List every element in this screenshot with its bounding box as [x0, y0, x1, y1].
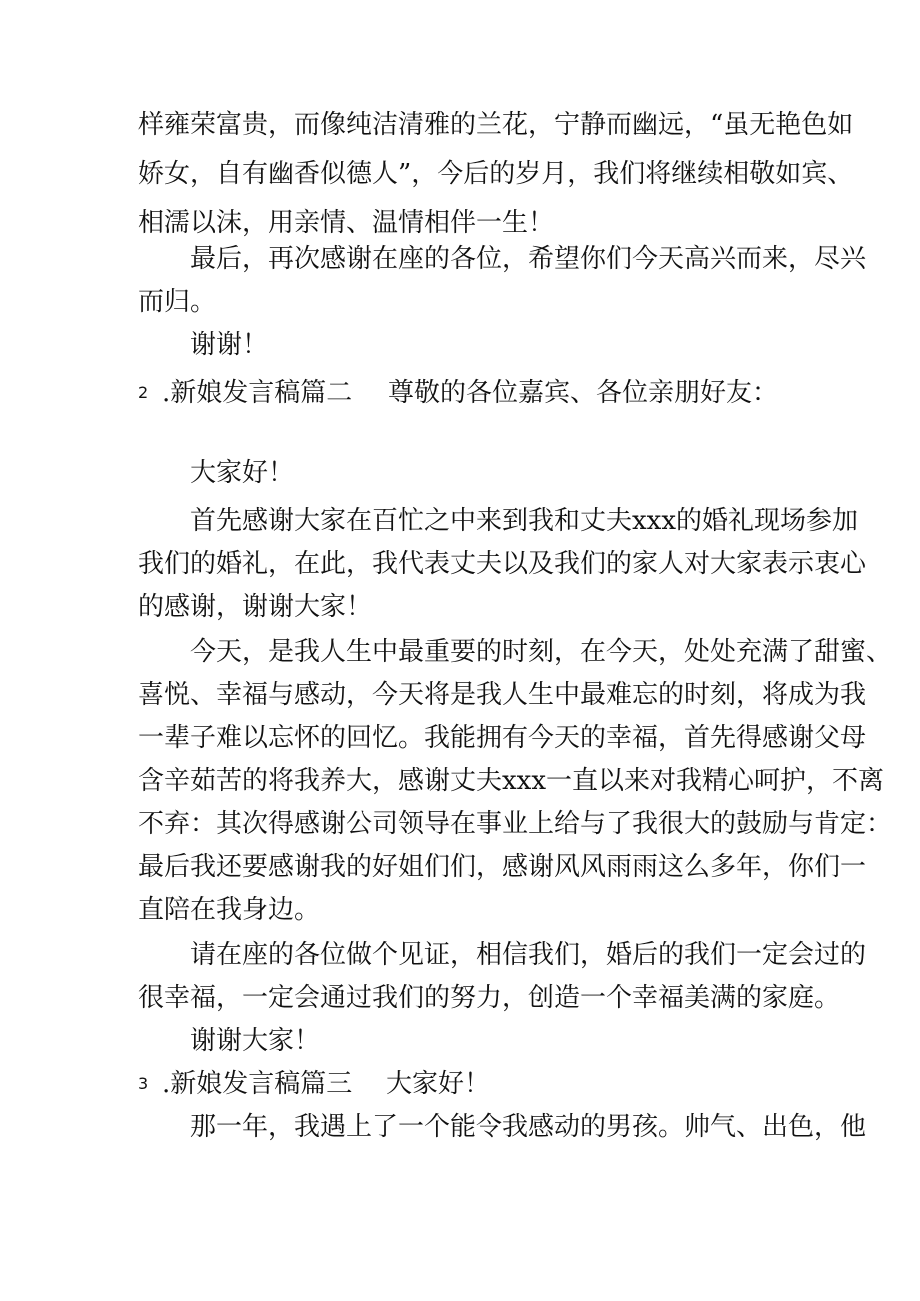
paragraph-line: 的感谢，谢谢大家！ [138, 592, 373, 622]
paragraph-line: 喜悦、幸福与感动，今天将是我人生中最难忘的时刻，将成为我 [138, 680, 867, 710]
section-title: .新娘发言稿篇三 [162, 1069, 353, 1099]
section-number: 2 [138, 383, 149, 402]
paragraph-line: 请在座的各位做个见证，相信我们，婚后的我们一定会过的 [190, 940, 867, 970]
paragraph-line: 样雍荣富贵，而像纯洁清雅的兰花，宁静而幽远，“虽无艳色如 [138, 110, 854, 140]
section-greeting: 尊敬的各位嘉宾、各位亲朋好友： [388, 378, 779, 408]
paragraph-line: 含辛茹苦的将我养大，感谢丈夫xxx一直以来对我精心呵护，不离 [138, 766, 884, 796]
paragraph-line: 相濡以沫，用亲情、温情相伴一生！ [138, 208, 555, 238]
paragraph-line: 直陪在我身边。 [138, 895, 321, 925]
paragraph-line: 那一年，我遇上了一个能令我感动的男孩。帅气、出色，他 [190, 1112, 867, 1142]
paragraph-line: 不弃：其次得感谢公司领导在事业上给与了我很大的鼓励与肯定： [138, 809, 893, 839]
paragraph-line: 娇女，自有幽香似德人”，今后的岁月，我们将继续相敬如宾、 [138, 159, 854, 189]
section-greeting: 大家好！ [386, 1069, 491, 1099]
paragraph-line: 很幸福，一定会通过我们的努力，创造一个幸福美满的家庭。 [138, 983, 841, 1013]
closing-thanks: 谢谢大家！ [190, 1026, 321, 1056]
closing-thanks: 谢谢！ [190, 330, 269, 360]
paragraph-line: 一辈子难以忘怀的回忆。我能拥有今天的幸福，首先得感谢父母 [138, 723, 867, 753]
paragraph-line: 我们的婚礼，在此，我代表丈夫以及我们的家人对大家表示衷心 [138, 549, 867, 579]
section-heading-2 [138, 375, 779, 415]
greeting-line: 大家好！ [190, 458, 295, 488]
paragraph-line: 首先感谢大家在百忙之中来到我和丈夫xxx的婚礼现场参加 [190, 506, 858, 536]
paragraph-line: 而归。 [138, 287, 217, 317]
section-title: .新娘发言稿篇二 [162, 378, 353, 408]
paragraph-line: 今天，是我人生中最重要的时刻，在今天，处处充满了甜蜜、 [190, 637, 893, 667]
section-number: 3 [138, 1074, 149, 1093]
paragraph-line: 最后，再次感谢在座的各位，希望你们今天高兴而来，尽兴 [190, 244, 867, 274]
paragraph-line: 最后我还要感谢我的好姐们们，感谢风风雨雨这么多年，你们一 [138, 852, 867, 882]
section-heading-3 [138, 1066, 491, 1106]
